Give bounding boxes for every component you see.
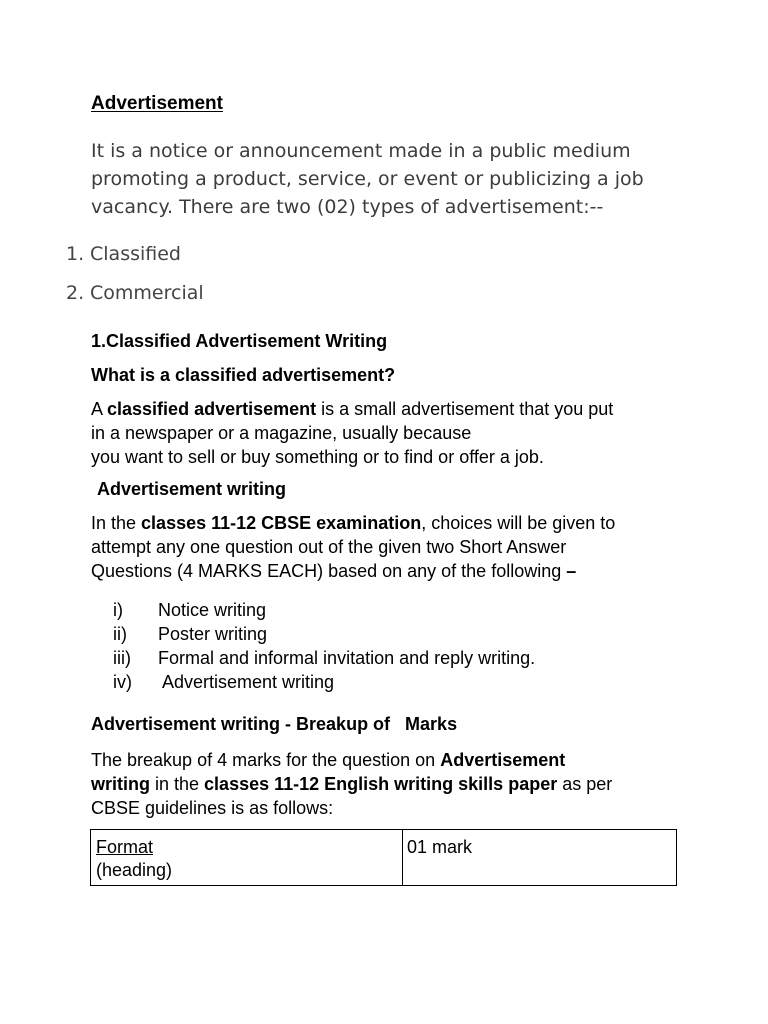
page-title: Advertisement xyxy=(91,93,223,114)
bold-term: Advertisement xyxy=(440,750,566,770)
text-span: The breakup of 4 marks for the question on xyxy=(91,750,441,770)
table-cell-mark: 01 mark xyxy=(407,837,473,857)
section-heading-classified: 1.Classified Advertisement Writing xyxy=(91,331,388,351)
list-number: ii) xyxy=(113,624,127,644)
section-question: What is a classified advertisement? xyxy=(91,365,396,385)
bold-term: classes 11-12 English writing skills paper xyxy=(204,774,558,794)
section-heading-breakup: Advertisement writing - Breakup of Marks xyxy=(91,714,458,734)
text-span: Questions (4 MARKS EACH) based on any of the following xyxy=(91,561,567,581)
text-span: you want to sell or buy something or to find or offer a job. xyxy=(91,447,544,467)
list-label: Poster writing xyxy=(158,624,268,644)
text-span: in the xyxy=(150,774,205,794)
list-label: Notice writing xyxy=(158,600,267,620)
text-span: CBSE guidelines is as follows: xyxy=(91,798,334,818)
text-span: as per xyxy=(557,774,613,794)
text-span: attempt any one question out of the given two Short Answer xyxy=(91,537,567,557)
text-span: is a small advertisement that you put xyxy=(316,399,614,419)
text-span: A xyxy=(91,399,108,419)
intro-paragraph: It is a notice or announcement made in a public medium promoting a product, service, or event or publicizing a job vacancy. There are two (02) types of advertisement:-- xyxy=(91,140,644,218)
cell-text: (heading) xyxy=(96,860,173,880)
exam-paragraph xyxy=(91,511,691,583)
list-label: Classified xyxy=(90,243,181,265)
bold-term: classified advertisement xyxy=(107,399,317,419)
definition-paragraph xyxy=(91,397,691,469)
list-number: 1. xyxy=(66,243,85,265)
list-number: iii) xyxy=(113,648,131,668)
list-label: Advertisement writing xyxy=(158,672,335,692)
list-label: Commercial xyxy=(90,282,204,304)
text-span: , choices will be given to xyxy=(421,513,616,533)
marks-table xyxy=(90,829,677,886)
list-number: iv) xyxy=(113,672,132,692)
text-span: in a newspaper or a magazine, usually because xyxy=(91,423,472,443)
cell-text: Format xyxy=(96,837,154,857)
bold-term: writing xyxy=(91,774,150,794)
bold-term: classes 11-12 CBSE examination xyxy=(141,513,422,533)
bold-dash: – xyxy=(566,561,577,581)
table-divider xyxy=(402,830,403,885)
list-label: Formal and informal invitation and reply writing. xyxy=(158,648,536,668)
list-number: i) xyxy=(113,600,123,620)
breakup-paragraph xyxy=(91,748,691,820)
table-cell-format xyxy=(96,836,172,882)
list-number: 2. xyxy=(66,282,85,304)
text-span: In the xyxy=(91,513,142,533)
section-heading-advertisement-writing: Advertisement writing xyxy=(97,479,287,499)
